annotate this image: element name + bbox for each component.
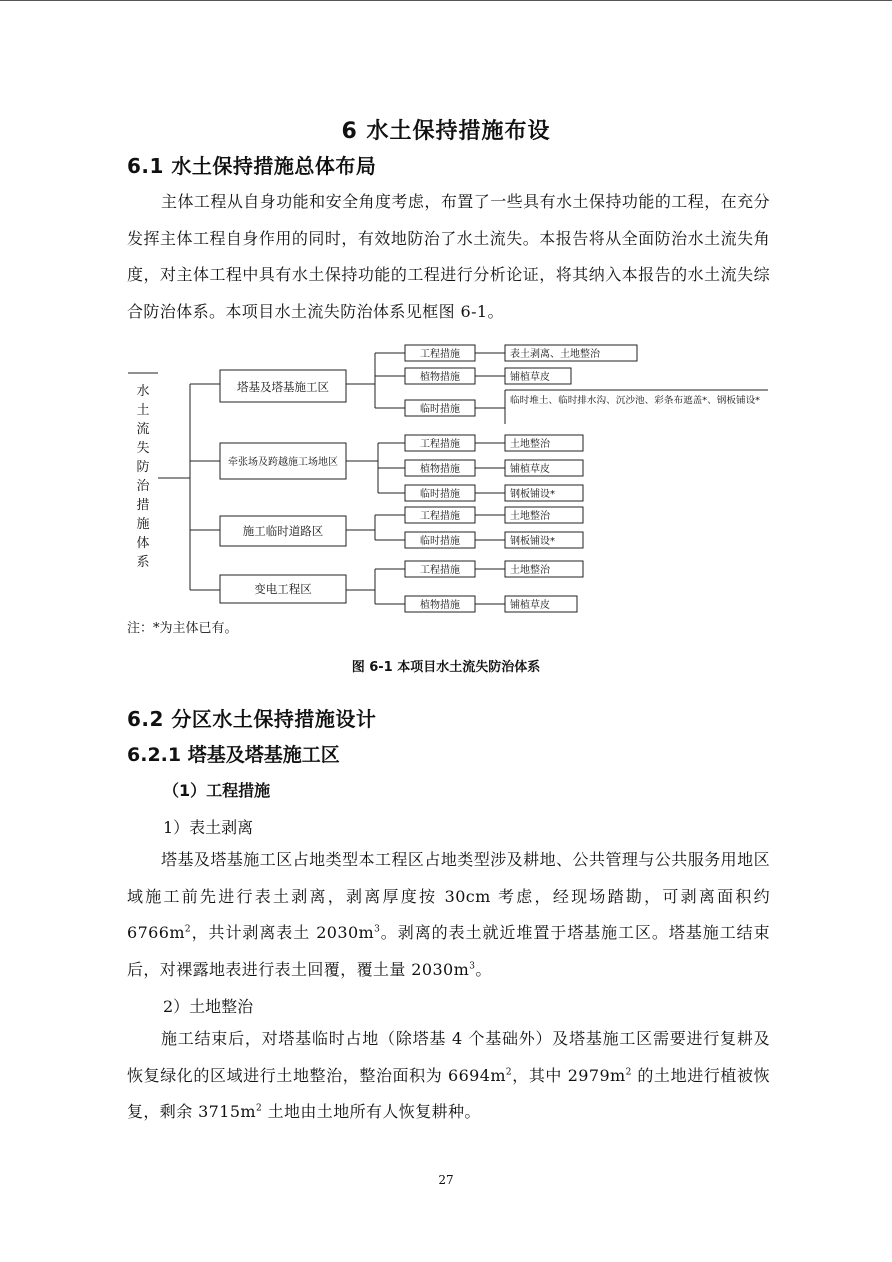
measure-label: 土地整治 — [510, 511, 550, 522]
measure-label: 土地整治 — [510, 565, 550, 576]
measure-label: 临时堆土、临时排水沟、沉沙池、彩条布遮盖*、钢板铺设* — [510, 396, 745, 406]
root-char: 土 — [136, 403, 150, 418]
land-leveling-paragraph — [127, 1021, 770, 1131]
measure-type-label: 植物措施 — [420, 600, 460, 611]
root-char: 防 — [136, 460, 150, 475]
measure-type-label: 植物措施 — [420, 372, 460, 383]
text-run: ，共计剥离表土 2030m — [191, 923, 375, 942]
text-run: 塔基及塔基施工区占地类型本工程区占地类型涉及耕地、公共管理与公共服务用地区域施工前先进行表土剥离，剥离厚度按 30cm 考虑，经现场踏勘，可剥离面积约 6766m — [127, 850, 770, 942]
zone-label-tower: 塔基及塔基施工区 — [237, 380, 329, 394]
page-number: 27 — [438, 1173, 454, 1187]
superscript: 2 — [505, 1067, 513, 1078]
measure-label: 表土剥离、土地整治 — [510, 349, 600, 360]
measure-type-label: 植物措施 — [420, 464, 460, 475]
measure-label: 钢板铺设* — [510, 536, 555, 547]
text-run: ，其中 2979m — [512, 1065, 626, 1085]
zone-label-substation: 变电工程区 — [254, 582, 312, 596]
measure-label: 铺植草皮 — [510, 372, 550, 383]
text-run: 。 — [475, 959, 492, 979]
measure-type-label: 工程措施 — [420, 565, 460, 576]
measure-label: 土地整治 — [510, 439, 550, 450]
superscript: 2 — [625, 1067, 632, 1078]
root-char: 治 — [136, 479, 150, 494]
superscript: 3 — [469, 961, 476, 972]
measure-type-label: 工程措施 — [420, 349, 460, 360]
measure-type-label: 工程措施 — [420, 439, 460, 450]
superscript: 3 — [374, 924, 381, 935]
text-run: 土地由土地所有人恢复耕种。 — [262, 1102, 481, 1121]
text-run: 的土地进行植被恢复，剩余 3715m — [127, 1065, 771, 1121]
measure-type-label: 临时措施 — [420, 536, 460, 547]
section-heading-6-1: 6.1 水土保持措施总体布局 — [127, 154, 377, 178]
measure-type-label: 工程措施 — [420, 511, 460, 522]
measure-label: 铺植草皮 — [510, 600, 550, 611]
zone-label-tension: 牵张场及跨越施工场地区 — [228, 457, 338, 468]
measure-label: 钢板铺设* — [510, 489, 555, 500]
diagram-note: 注：*为主体已有。 — [127, 621, 238, 636]
text-run: 施工结束后，对塔基临时占地（除塔基 4 个基础外）及塔基施工区需要进行复耕及恢复绿化的区域进行土地整治，整治面积为 6694m — [127, 1029, 770, 1085]
section-heading-6-2: 6.2 分区水土保持措施设计 — [127, 707, 377, 731]
item-label-topsoil: 1）表土剥离 — [163, 818, 254, 837]
zone-label-road: 施工临时道路区 — [242, 524, 324, 538]
prevention-system-diagram — [0, 0, 892, 620]
root-char: 系 — [136, 555, 150, 570]
measure-type-label: 临时措施 — [420, 489, 460, 500]
superscript: 2 — [184, 924, 192, 935]
root-char: 流 — [136, 422, 150, 437]
figure-caption: 图 6-1 本项目水土流失防治体系 — [351, 660, 541, 675]
root-label — [136, 383, 150, 570]
root-char: 水 — [136, 384, 150, 399]
measure-type-label: 临时措施 — [420, 404, 460, 415]
root-char: 体 — [136, 536, 150, 551]
topsoil-paragraph — [127, 842, 770, 988]
item-label-land-leveling: 2）土地整治 — [163, 997, 254, 1016]
measure-label: 铺植草皮 — [510, 464, 550, 475]
section-6-1-paragraph: 主体工程从自身功能和安全角度考虑，布置了一些具有水土保持功能的工程，在充分发挥主体工程自身作用的同时，有效地防治了水土流失。本报告将从全面防治水土流失角度，对主体工程中具有水土保持功能的工程进行分析论证，将其纳入本报告的水土流失综合防治体系。本项目水土流失防治体系见框图 6-1。 — [127, 192, 770, 321]
root-char: 失 — [136, 441, 150, 456]
root-char: 施 — [136, 517, 150, 532]
root-char: 措 — [136, 498, 150, 513]
superscript: 2 — [255, 1103, 263, 1114]
subsection-heading-6-2-1: 6.2.1 塔基及塔基施工区 — [127, 744, 340, 766]
measure-heading-engineering: （1）工程措施 — [163, 781, 271, 800]
text-run: 。剥离的表土就近堆置于塔基施工区。塔基施工结束后，对裸露地表进行表土回覆，覆土量 2030m — [127, 923, 770, 979]
chapter-title: 6 水土保持措施布设 — [341, 119, 551, 144]
